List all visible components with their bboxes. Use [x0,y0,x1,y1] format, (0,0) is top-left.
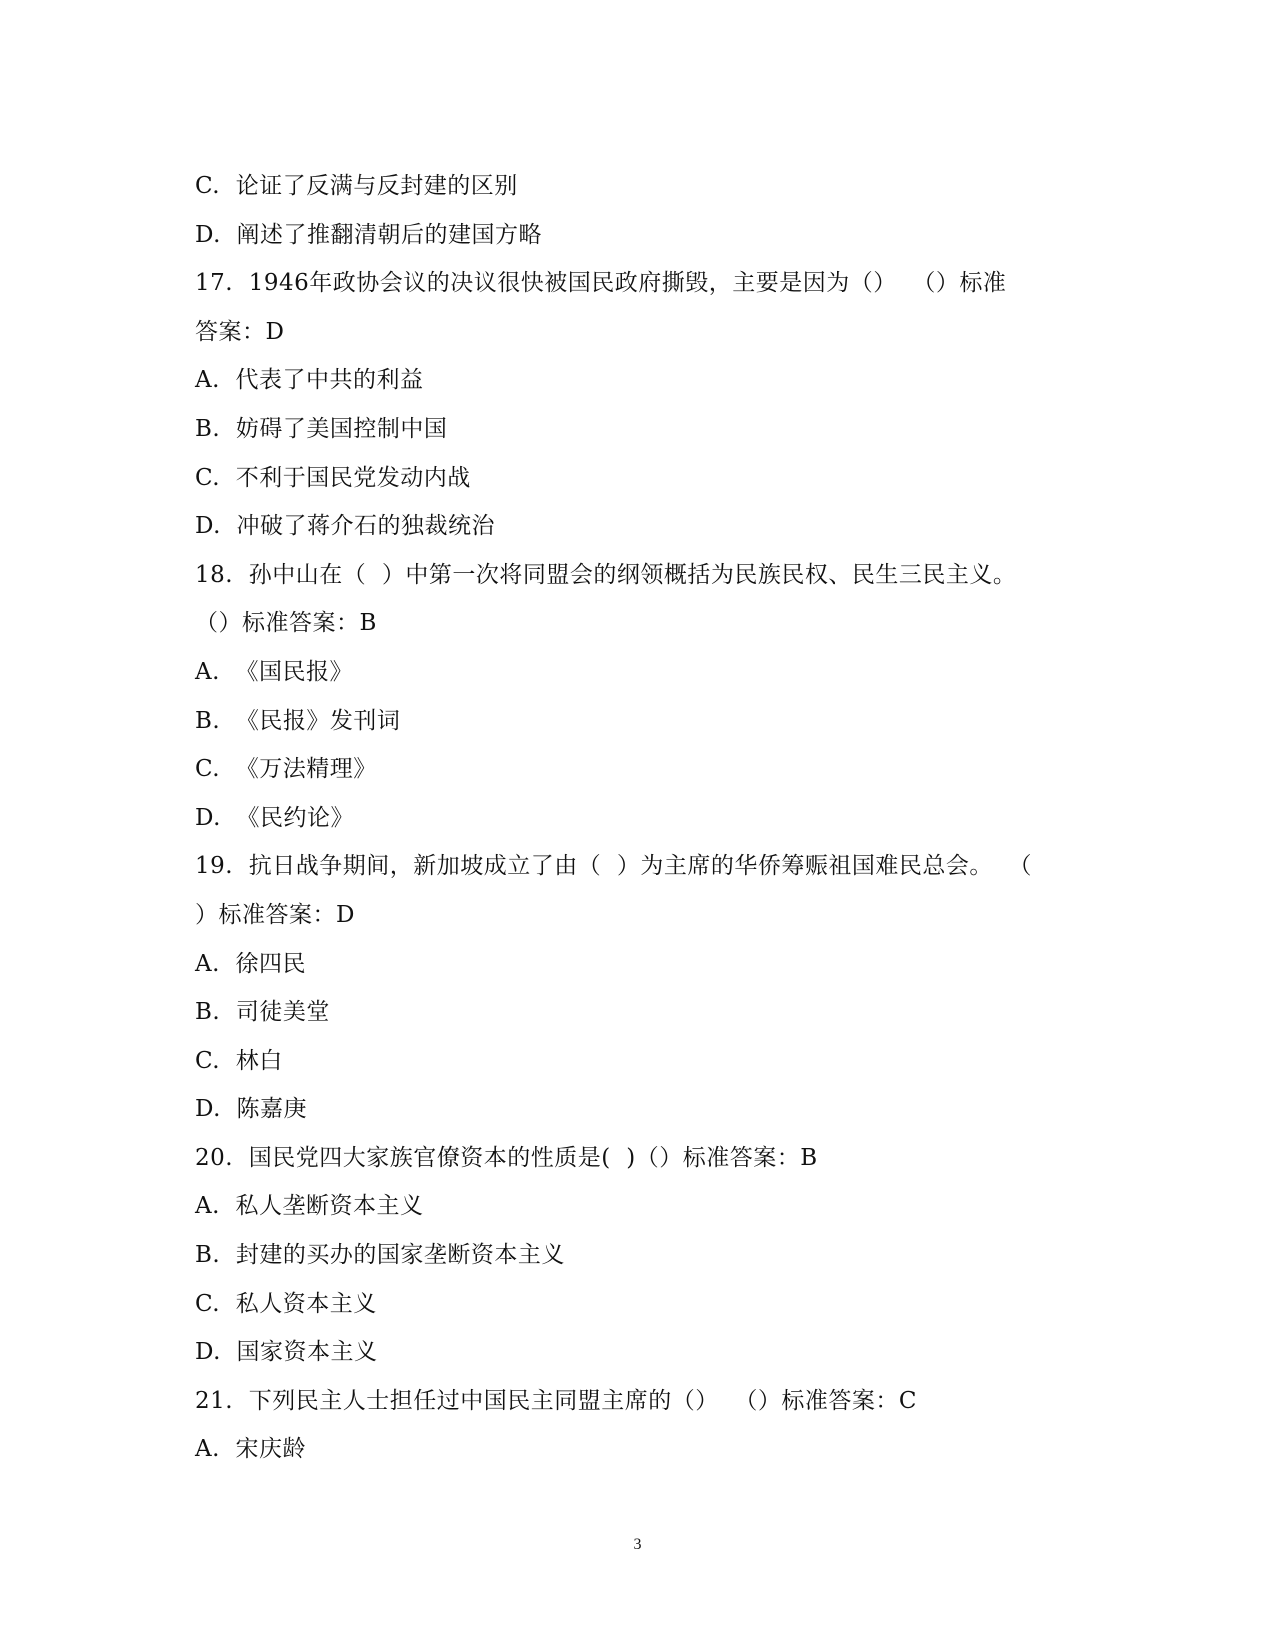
option-b: B. 封建的买办的国家垄断资本主义 [195,1242,565,1269]
option-b: B. 司徒美堂 [195,999,330,1026]
option-a: A. 代表了中共的利益 [195,367,424,394]
option-b: B. 妨碍了美国控制中国 [195,415,448,442]
text-line: D. 阐述了推翻清朝后的建国方略 [195,221,543,248]
option-c: C. 《万法精理》 [195,756,377,783]
question-19: 19. 抗日战争期间，新加坡成立了由（ ）为主席的华侨筹赈祖国难民总会。 （ [195,853,1032,880]
answer-17: 答案：D [195,318,285,345]
text-line: C. 论证了反满与反封建的区别 [195,173,518,199]
question-21: 21. 下列民主人士担任过中国民主同盟主席的（） （）标准答案：C [195,1387,917,1414]
document-body [195,162,1075,1474]
question-20: 20. 国民党四大家族官僚资本的性质是( )（）标准答案：B [195,1144,818,1171]
answer-18: （）标准答案：B [195,610,377,637]
page-number: 3 [633,1536,642,1553]
option-a: A. 宋庆龄 [195,1436,307,1463]
option-a: A. 私人垄断资本主义 [195,1193,424,1220]
option-a: A. 《国民报》 [195,658,354,685]
question-17: 17. 1946年政协会议的决议很快被国民政府撕毁，主要是因为（） （）标准 [195,270,1007,297]
option-d: D. 《民约论》 [195,804,355,831]
option-b: B. 《民报》发刊词 [195,707,401,734]
option-c: C. 私人资本主义 [195,1290,377,1317]
option-d: D. 陈嘉庚 [195,1096,308,1123]
option-c: C. 林白 [195,1047,283,1074]
option-a: A. 徐四民 [195,950,307,977]
option-c: C. 不利于国民党发动内战 [195,464,471,491]
option-d: D. 国家资本主义 [195,1339,378,1366]
option-d: D. 冲破了蒋介石的独裁统治 [195,513,496,540]
answer-19: ）标准答案：D [195,901,355,928]
question-18: 18. 孙中山在（ ）中第一次将同盟会的纲领概括为民族民权、民生三民主义。 [195,561,1017,588]
